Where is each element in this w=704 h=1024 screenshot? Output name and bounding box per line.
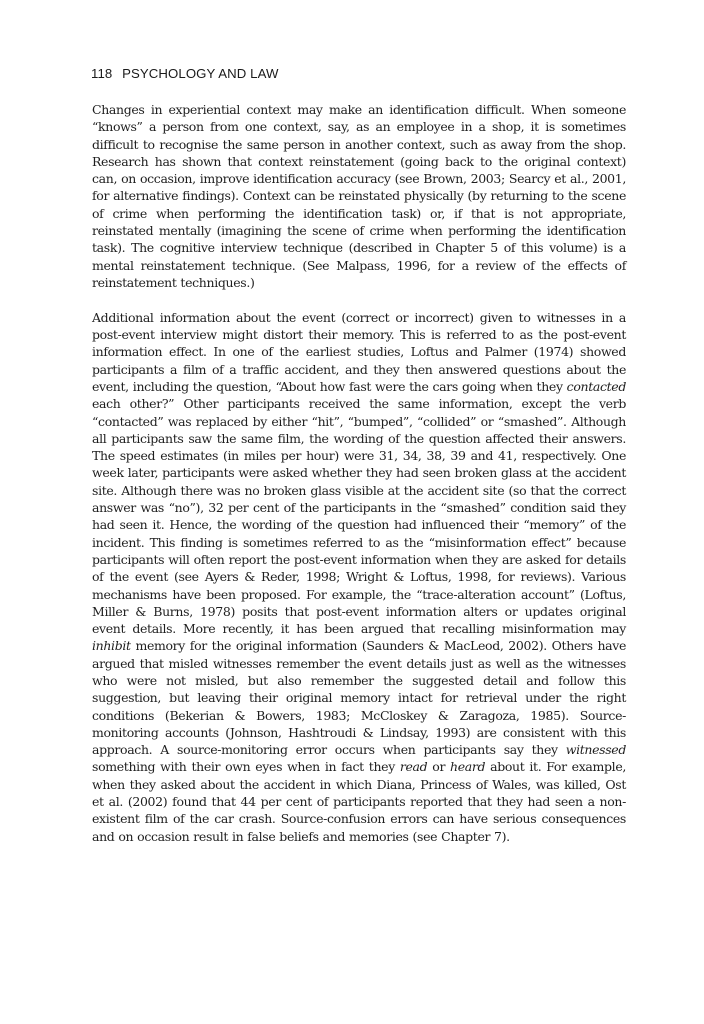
- running-header: [91, 66, 279, 81]
- paragraph-post-event-information: [92, 309, 626, 845]
- text-segment: something with their own eyes when in fact they: [92, 759, 400, 775]
- text-segment: or: [427, 759, 451, 775]
- text-segment: about it. For example, when they asked about the accident in which Diana, Princess of Wales, was killed, Ost et al. (2002) found that 44 per cent of participants reported that they had seen a non-existent film of the car crash. Source-confusion errors can have serious consequences and on occasion result in false beliefs and memories (see Chapter 7).: [92, 759, 626, 844]
- text-segment: memory for the original information (Saunders & MacLeod, 2002). Others have argued that misled witnesses remember the event details just as well as the witnesses who were not misled, but also remember the suggested detail and follow this suggestion, but leaving their original memory intact for retrieval under the right conditions (Bekerian & Bowers, 1983; McCloskey & Zaragoza, 1985). Source-monitoring accounts (Johnson, Hashtroudi & Lindsay, 1993) are consistent with this approach. A source-monitoring error occurs when participants say they: [92, 638, 626, 758]
- italic-term-contacted: contacted: [566, 378, 626, 394]
- paragraph-context-reinstatement: [92, 101, 626, 291]
- italic-term-read: read: [399, 759, 428, 775]
- running-title: PSYCHOLOGY AND LAW: [122, 66, 279, 81]
- body-text: [92, 101, 626, 845]
- italic-term-heard: heard: [450, 759, 486, 775]
- text-segment: Changes in experiential context may make an identification difficult. When someone “knows” a person from one context, say, as an employee in a shop, it is sometimes difficult to recognise the same person in another context, such as away from the shop. Research has shown that context reinstatement (going back to the original context) can, on occasion, improve identification accuracy (see Brown, 2003; Searcy et al., 2001, for alternative findings). Context can be reinstated physically (by returning to the scene of crime when performing the identification task) or, if that is not appropriate, reinstated mentally (imagining the scene of crime when performing the identification task). The cognitive interview technique (described in Chapter 5 of this volume) is a mental reinstatement technique. (See Malpass, 1996, for a review of the effects of reinstatement techniques.): [92, 102, 626, 290]
- text-segment: each other?” Other participants received the same information, except the verb “contacted” was replaced by either “hit”, “bumped”, “collided” or “smashed”. Although all participants saw the same film, the wording of the question affected their answers. The speed estimates (in miles per hour) were 31, 34, 38, 39 and 41, respectively. One week later, participants were asked whether they had seen broken glass at the accident site. Although there was no broken glass visible at the accident site (so that the correct answer was “no”), 32 per cent of the participants in the “smashed” condition said they had seen it. Hence, the wording of the question had influenced their “memory” of the incident. This finding is sometimes referred to as the “misinformation effect” because participants will often report the post-event information when they are asked for details of the event (see Ayers & Reder, 1998; Wright & Loftus, 1998, for reviews). Various mechanisms have been proposed. For example, the “trace-alteration account” (Loftus, Miller & Burns, 1978) posits that post-event information alters or updates original event details. More recently, it has been argued that recalling misinformation may: [92, 396, 626, 637]
- italic-term-witnessed: witnessed: [565, 742, 626, 758]
- italic-term-inhibit: inhibit: [92, 638, 131, 654]
- page-number: 118: [91, 66, 113, 81]
- text-segment: Additional information about the event (correct or incorrect) given to witnesses in a post-event interview might distort their memory. This is referred to as the post-event information effect. In one of the earliest studies, Loftus and Palmer (1974) showed participants a film of a traffic accident, and they then answered questions about the event, including the question, “About how fast were the cars going when they: [92, 309, 626, 394]
